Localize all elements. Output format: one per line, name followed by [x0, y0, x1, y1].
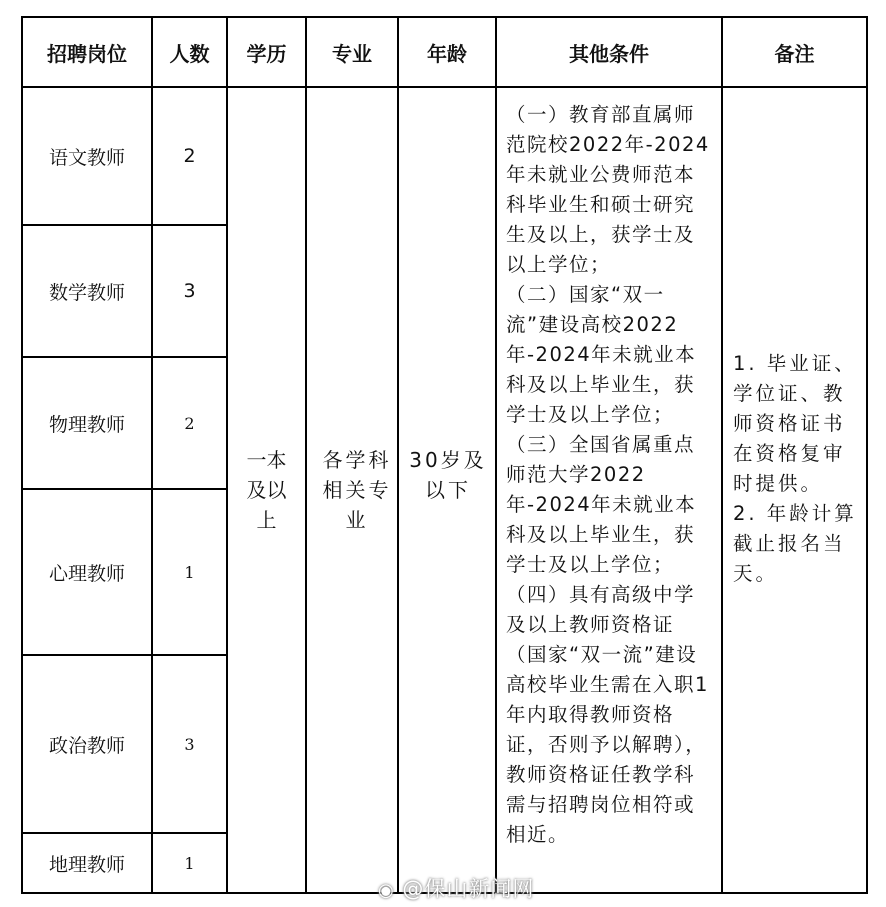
- education-text: 一本及以上: [246, 448, 287, 532]
- table-row: [22, 87, 867, 225]
- major-text: 各学科相关专业: [322, 448, 392, 532]
- header-notes: 备注: [722, 17, 867, 87]
- header-education: 学历: [227, 17, 306, 87]
- header-other-conditions: 其他条件: [496, 17, 722, 87]
- age-cell: [398, 87, 496, 893]
- major-cell: [306, 87, 398, 893]
- position-cell: 语文教师: [22, 87, 152, 225]
- condition-2: （二）国家“双一流”建设高校2022年-2024年未就业本科及以上毕业生，获学士及以上学位；: [506, 283, 697, 426]
- condition-3: （三）全国省属重点师范大学2022年-2024年未就业本科及以上毕业生，获学士及以上学位；: [506, 433, 697, 576]
- count-cell: 2: [152, 357, 227, 489]
- position-cell: 物理教师: [22, 357, 152, 489]
- position-cell: 地理教师: [22, 833, 152, 893]
- age-text: 30岁及以下: [409, 448, 487, 502]
- recruitment-table: [21, 16, 868, 894]
- header-position: 招聘岗位: [22, 17, 152, 87]
- note-2: 2. 年龄计算截止报名当天。: [733, 502, 857, 585]
- header-major: 专业: [306, 17, 398, 87]
- notes-cell: [722, 87, 867, 893]
- condition-4: （四）具有高级中学及以上教师资格证（国家“双一流”建设高校毕业生需在入职1年内取得教师资格证，否则予以解聘），教师资格证任教学科需与招聘岗位相符或相近。: [506, 583, 709, 846]
- position-cell: 政治教师: [22, 655, 152, 833]
- education-cell: [227, 87, 306, 893]
- other-conditions-cell: [496, 87, 722, 893]
- watermark: [378, 873, 534, 903]
- position-cell: 数学教师: [22, 225, 152, 357]
- note-1: 1. 毕业证、学位证、教师资格证书在资格复审时提供。: [733, 352, 857, 495]
- count-cell: 3: [152, 655, 227, 833]
- header-count: 人数: [152, 17, 227, 87]
- position-cell: 心理教师: [22, 489, 152, 655]
- count-cell: 1: [152, 833, 227, 893]
- count-cell: 2: [152, 87, 227, 225]
- count-cell: 1: [152, 489, 227, 655]
- header-age: 年龄: [398, 17, 496, 87]
- condition-1: （一）教育部直属师范院校2022年-2024年未就业公费师范本科毕业生和硕士研究生及以上，获学士及以上学位；: [506, 103, 710, 276]
- weibo-icon: ◉: [378, 880, 395, 901]
- watermark-text: @保山新闻网: [402, 877, 535, 901]
- table-header-row: [22, 17, 867, 87]
- count-cell: 3: [152, 225, 227, 357]
